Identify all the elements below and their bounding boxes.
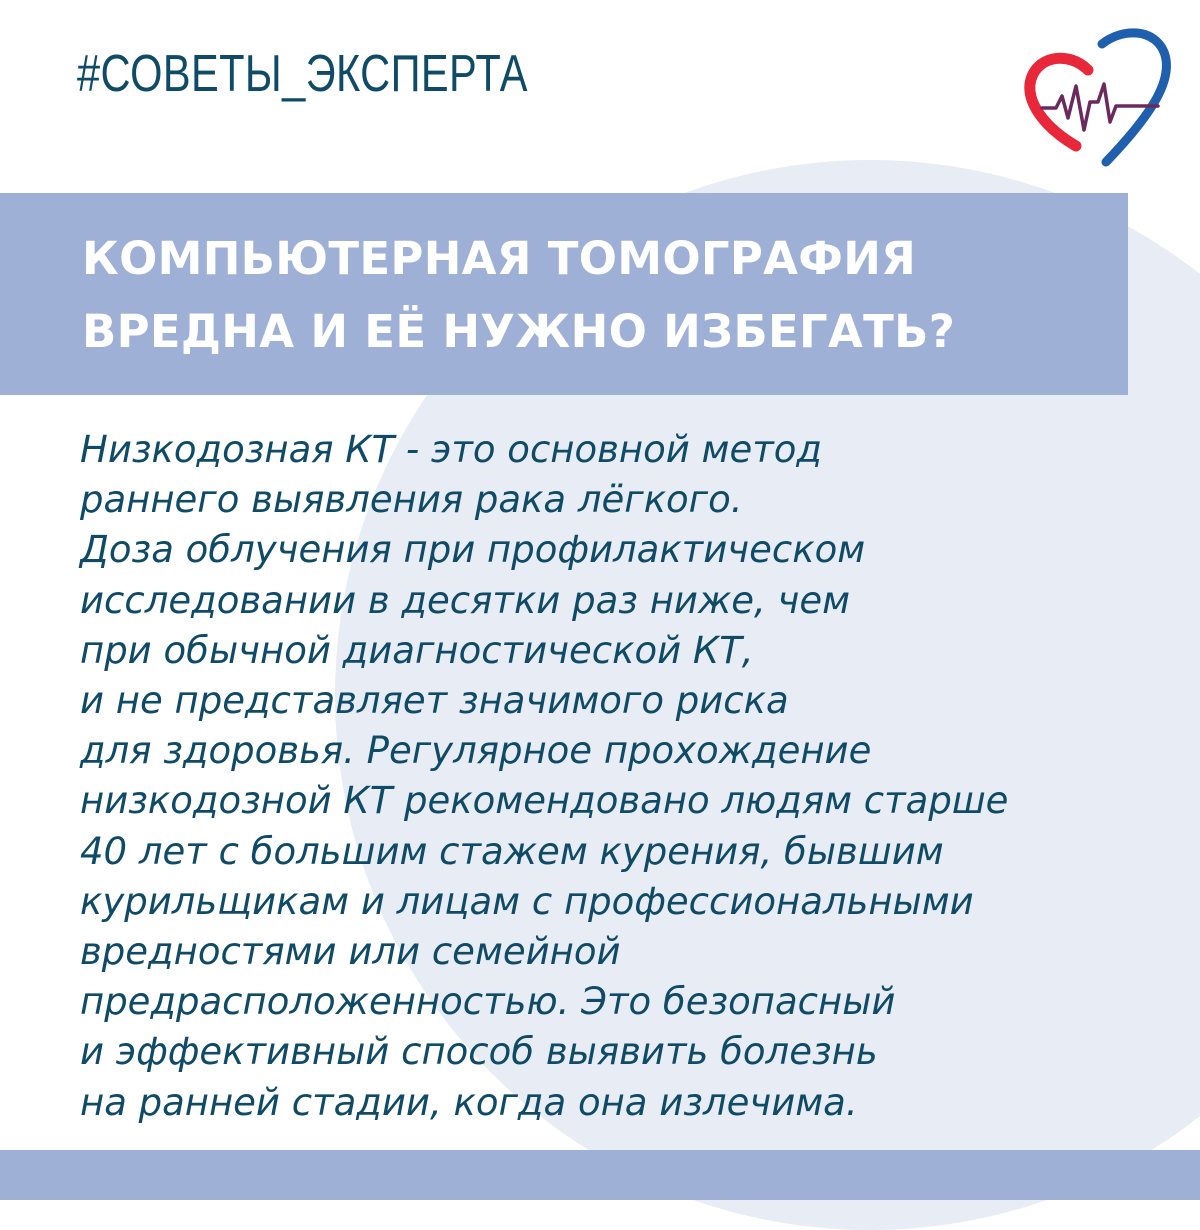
body-line-11: вредностями или семейной <box>80 930 621 974</box>
body-line-4: исследовании в десятки раз ниже, чем <box>80 578 851 622</box>
hashtag-header: #СОВЕТЫ_ЭКСПЕРТА <box>77 45 528 103</box>
body-line-8: низкодозной КТ рекомендовано людям старше <box>80 779 1009 823</box>
body-line-7: для здоровья. Регулярное прохождение <box>80 729 872 773</box>
body-line-9: 40 лет с большим стажем курения, бывшим <box>80 829 944 873</box>
page-title-line-2: ВРЕДНА И ЕЁ НУЖНО ИЗБЕГАТЬ? <box>82 305 956 358</box>
body-line-1: Низкодозная КТ - это основной метод <box>80 428 823 471</box>
article-body <box>80 425 1180 1128</box>
body-line-10: курильщикам и лицам с профессиональными <box>80 879 974 923</box>
title-band <box>0 193 1128 395</box>
body-line-12: предрасположенностью. Это безопасный <box>80 980 896 1024</box>
body-line-5: при обычной диагностической КТ, <box>80 628 754 672</box>
body-line-14: на ранней стадии, когда она излечима. <box>80 1080 858 1124</box>
body-line-3: Доза облучения при профилактическом <box>80 528 866 572</box>
heart-pulse-icon <box>1018 22 1178 174</box>
bottom-band <box>0 1150 1200 1200</box>
page-title-line-1: КОМПЬЮТЕРНАЯ ТОМОГРАФИЯ <box>82 232 917 285</box>
body-line-6: и не представляет значимого риска <box>80 679 789 723</box>
body-line-13: и эффективный способ выявить болезнь <box>80 1030 878 1074</box>
body-line-2: раннего выявления рака лёгкого. <box>80 478 743 522</box>
